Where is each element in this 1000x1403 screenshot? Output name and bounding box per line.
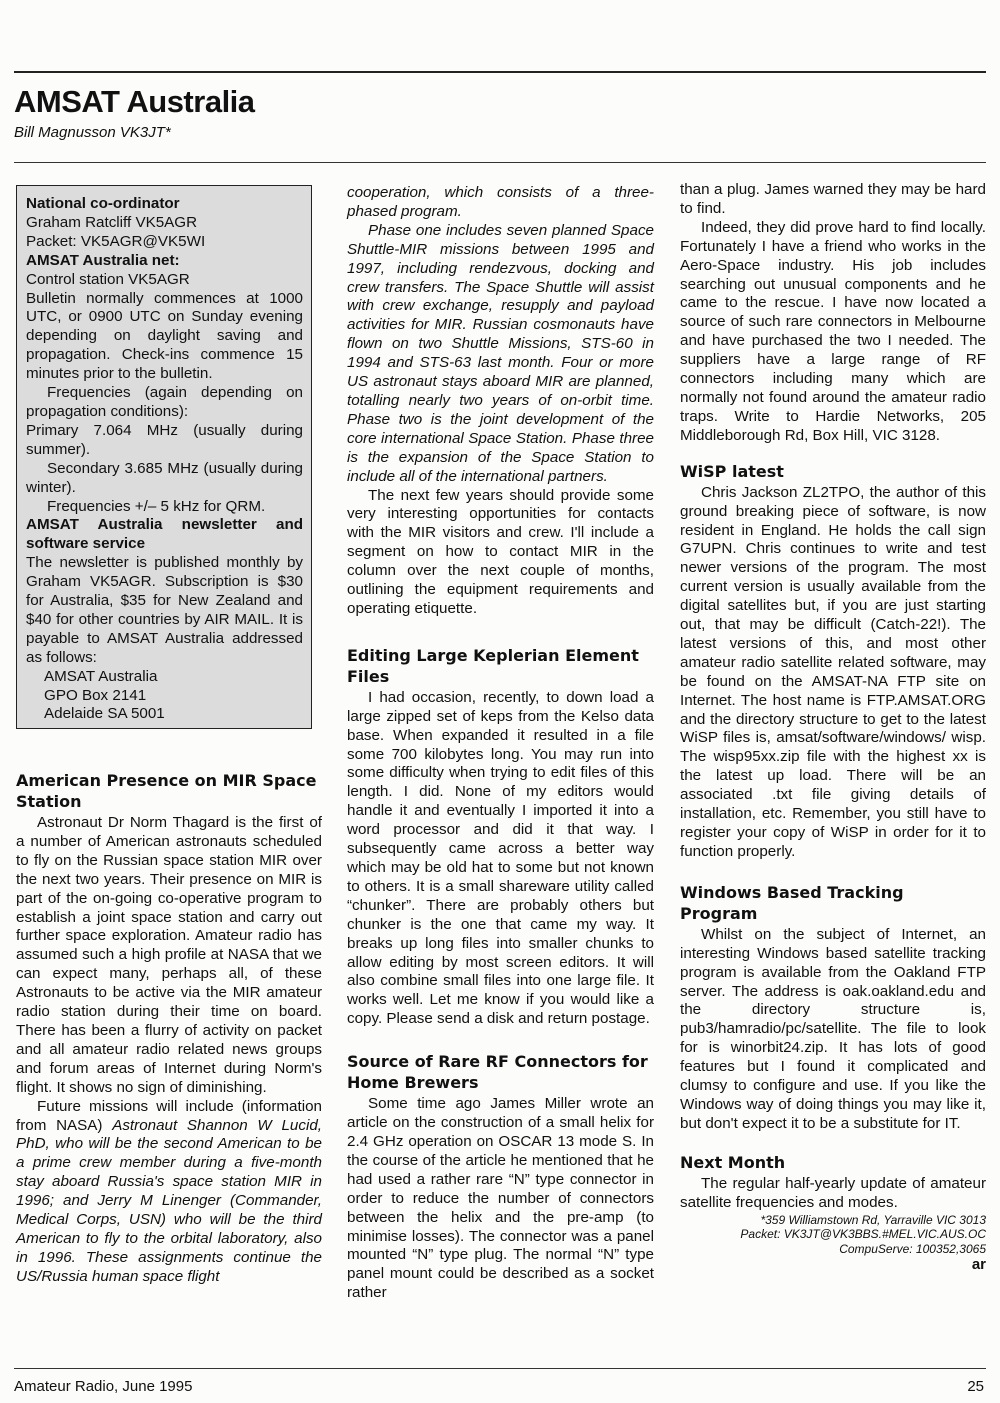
signature-packet: Packet: VK3JT@VK3BBS.#MEL.VIC.AUS.OC	[740, 1227, 986, 1242]
info-box	[16, 185, 312, 729]
future-missions-quote: Astronaut Shannon W Lucid, PhD, who will be the second American to be a prime crew member during a five-month stay aboard Russia's space station MIR in 1996; and Jerry M Linenger (Commander, Medical Corps, USN) who will be the third American to fly to the orbital laboratory, also in 1996. These assignments continue the US/Russia human space flight	[16, 1116, 322, 1285]
box-frequencies-intro: Frequencies (again depending on propagation conditions):	[26, 384, 303, 420]
paragraph-plug: than a plug. James warned they may be hard to find.	[680, 181, 986, 217]
heading-editing-keplerian: Editing Large Keplerian Element Files	[347, 645, 639, 686]
signature-address: *359 Williamstown Rd, Yarraville VIC 3013	[760, 1212, 986, 1227]
signature-compuserve: CompuServe: 100352,3065	[839, 1241, 986, 1256]
box-qrm: Frequencies +/– 5 kHz for QRM.	[47, 497, 266, 515]
heading-wisp-latest: WiSP latest	[680, 461, 784, 481]
header-rule	[14, 162, 986, 163]
paragraph-keps: I had occasion, recently, to down load a large zipped set of keps from the Kelso data base. When expanded it resulted in a file some 700 kilobytes long. You may run into some difficulty when trying to edit files of this length. I did. None of my editors would handle it and eventually I imported it into a word processor and did it that way. I subsequently came across a better way which may be old hat to some but not known to others. It is a small shareware utility called “chunker”. There are probably others but chunker is the one that came my way. It breaks up long files into smaller chunks to allow editing by most screen editors. It will also combine small files into one large file. It works well. Let me know if you would like a copy. Please send a disk and return postage.	[347, 688, 654, 1028]
heading-next-month: Next Month	[680, 1152, 786, 1172]
heading-windows-tracking: Windows Based Tracking Program	[680, 882, 904, 923]
box-control-station: Control station VK5AGR	[26, 270, 190, 288]
column-3	[680, 181, 986, 1275]
top-rule	[14, 71, 986, 73]
box-coordinator-name: Graham Ratcliff VK5AGR	[26, 213, 198, 231]
footer-publication: Amateur Radio, June 1995	[14, 1378, 193, 1395]
paragraph-hard-to-find: Indeed, they did prove hard to find locally. Fortunately I have a friend who works in the Aero-Space industry. His job includes searching out unusual components and he came to the rescue. I have now located a source of such rare connectors in Melbourne and have purchased the two I needed. The suppliers have a large range of RF connectors including many which are normally not found around the amateur radio traps. Write to Hardie Networks, 205 Middleborough Rd, Box Hill, VIC 3128.	[680, 218, 986, 444]
column-2	[347, 184, 654, 1303]
paragraph-wisp: Chris Jackson ZL2TPO, the author of this ground breaking piece of software, is now resident in England. He holds the call sign G7UPN. Chris continues to write and test newer versions of the program. The most current version is usually available from the digital satellites but, if you are just starting out, that may be difficult (Catch-22!). The latest versions of this, and most other amateur radio satellite related software, may be found on the AMSAT-NA FTP site on Internet. The host name is FTP.AMSAT.ORG and the directory structure to get to the latest WiSP files is, amsat/software/windows/ wisp. The wisp95xx.zip file with the highest xx is the latest up load. There will be an associated .txt file giving details of installation, etc. Remember, you still have to register your copy of WiSP in order for it to function properly.	[680, 483, 986, 860]
paragraph-helix: Some time ago James Miller wrote an article on the construction of a small helix for 2.4 GHz operation on OSCAR 13 mode S. In the course of the article he mentioned that he had used a rather rare “N” type connector in order to reduce the number of connectors between the helix and the pre-amp (to minimise losses). The connector was a panel mounted “N” type plug. The normal “N” type panel mount could be described as a socket rather	[347, 1095, 654, 1302]
heading-american-presence: American Presence on MIR Space Station	[16, 771, 317, 811]
future-missions-lead: Future missions will include (information from NASA)	[16, 1097, 322, 1134]
box-secondary-frequency: Secondary 3.685 MHz (usually during winter).	[26, 459, 303, 496]
box-coordinator-heading: National co-ordinator	[26, 195, 180, 212]
column-1-lower	[16, 770, 322, 1287]
box-newsletter-text: The newsletter is published monthly by Graham VK5AGR. Subscription is $30 for Australia, $35 for New Zealand and $40 for other countries by AIR MAIL. It is payable to AMSAT Australia addressed as follows:	[26, 554, 303, 666]
page-title: AMSAT Australia	[14, 84, 255, 119]
box-newsletter-heading: AMSAT Australia newsletter and software service	[26, 516, 303, 553]
box-address-line-2: GPO Box 2141	[44, 686, 147, 704]
box-packet: Packet: VK5AGR@VK5WI	[26, 232, 206, 250]
box-primary-frequency: Primary 7.064 MHz (usually during summer).	[26, 421, 303, 458]
box-net-heading: AMSAT Australia net:	[26, 251, 180, 269]
box-address-line-3: Adelaide SA 5001	[44, 705, 165, 723]
heading-rf-connectors: Source of Rare RF Connectors for Home Brewers	[347, 1052, 648, 1093]
paragraph-cooperation: cooperation, which consists of a three-phased program.	[347, 184, 654, 220]
paragraph-next-few-years: The next few years should provide some very interesting opportunities for contacts with the MIR visitors and crew. I'll include a segment on how to contact MIR in the column over the next couple of months, outlining the equipment requirements and operating etiquette.	[347, 486, 654, 617]
paragraph-future-missions	[16, 1098, 322, 1287]
page-number: 25	[967, 1378, 984, 1395]
end-mark: ar	[971, 1256, 986, 1274]
byline: Bill Magnusson VK3JT*	[14, 124, 171, 141]
box-address-line-1: AMSAT Australia	[44, 667, 158, 685]
paragraph-winorbit: Whilst on the subject of Internet, an interesting Windows based satellite tracking program is available from the Oakland FTP server. The address is oak.oakland.edu and the directory structure is, pub3/hamradio/pc/satellite. The file to look for is winorbit24.zip. It has lots of good features but I found it complicated and clumsy to configure and use. If you like the Windows way of doing things you may like it, but don't expect it to be a substitute for IT.	[680, 925, 986, 1132]
paragraph-phase-one: Phase one includes seven planned Space Shuttle-MIR missions between 1995 and 1997, including rendezvous, docking and crew transfers. The Space Shuttle will assist with crew exchange, resupply and payload activities for MIR. Russian cosmonauts have flown on two Shuttle Missions, STS-60 in 1994 and STS-63 last month. Four or more US astronaut stays aboard MIR are planned, totalling nearly two years of on-orbit time. Phase two is the joint development of the core international Space Station. Phase three is the expansion of the Space Station to include all of the international partners.	[347, 221, 654, 485]
paragraph-next-month: The regular half-yearly update of amateur satellite frequencies and modes.	[680, 1174, 986, 1211]
footer-rule	[14, 1368, 986, 1369]
paragraph-thagard: Astronaut Dr Norm Thagard is the first of a number of American astronauts scheduled to fly on the Russian space station MIR over the next two years. Their presence on MIR is part of the on-going co-operative program to establish a joint space station and carry out further space exploration. Amateur radio has assumed such a high profile at NASA that we can expect many, perhaps all, of these Astronauts to be active via the MIR amateur radio station during their time on board. There has been a flurry of activity on packet and all amateur radio related news groups and forum areas of Internet during Norm's flight. It shows no sign of diminishing.	[16, 814, 322, 1096]
box-bulletin: Bulletin normally commences at 1000 UTC, or 0900 UTC on Sunday evening depending on daylight saving and propagation. Check-ins commence 15 minutes prior to the bulletin.	[26, 289, 303, 383]
